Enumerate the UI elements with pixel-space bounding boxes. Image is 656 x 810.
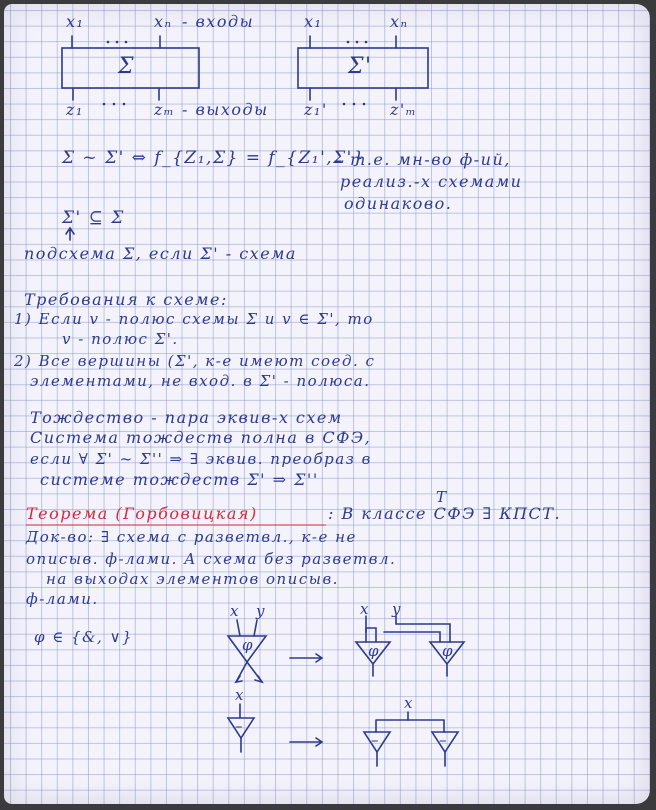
requirements-title: Требования к схеме: [24,290,228,309]
theorem-title: Теорема (Горбовицкая) [26,504,258,523]
identity-line-2: Система тождеств полна в СФЭ, [30,428,372,447]
sketch-branch [236,662,262,682]
gate-mark-copy-1: φ [368,642,381,660]
neg-mark-copy-2: – [439,731,448,749]
ellipsis-dots [103,41,368,106]
proof-line-1: Док-во: ∃ схема с разветвл., к-е не [26,528,357,546]
neg-mark: – [235,717,244,735]
output-label-z1-right: z₁' [304,100,328,119]
equivalence-note-1: – т.е. мн-во ф-ий, [334,150,511,169]
gate-mark: φ [242,636,255,654]
output-label-zm: zₘ [154,100,176,119]
gate-mark-copy-2: φ [442,642,455,660]
outputs-caption: - выходы [182,100,269,119]
sketch-wire [237,620,240,636]
theorem-statement: : В классе СФЭ ∃ КПСТ. [328,504,562,523]
output-label-zm-right: z'ₘ [390,100,418,119]
sketch-var-y: y [256,602,266,620]
output-label-z1: z₁ [66,100,84,119]
subscheme-arrow [66,228,74,240]
input-label-xn-right: xₙ [390,12,409,31]
sketch-wire [366,628,376,642]
box-sigma-prime: Σ' [348,54,373,79]
basis-label: φ ∈ {&, ∨} [34,628,134,646]
equivalence-note-2: реализ.-х схемами [340,172,523,191]
handwritten-diagrams [4,4,650,804]
input-label-xn: xₙ [154,12,173,31]
equivalence-formula: Σ ~ Σ' ⇔ f_{Z₁,Σ} = f_{Z₁',Σ'} [62,148,366,168]
sketch-branch-arrow [255,676,262,682]
sketch-var-x-copy: x [360,600,370,618]
sketch-var-y-copy: y [392,600,402,618]
requirement-1b: v - полюс Σ'. [62,330,179,348]
sketch-var-x: x [230,602,240,620]
neg-mark-copy-1: – [371,731,380,749]
identity-line-3: если ∀ Σ' ~ Σ'' ⇒ ∃ эквив. преобраз в [30,450,372,468]
identity-line-1: Тождество - пара эквив-х схем [30,408,343,427]
input-label-x1: x₁ [66,12,85,31]
sketch-wire [376,720,444,732]
sketch-neg-var-x-copy: x [404,694,414,712]
sketch-wire [384,624,450,642]
input-label-x1-right: x₁ [304,12,323,31]
box-sigma: Σ [118,54,136,79]
proof-line-3: на выходах элементов описыв. [46,570,339,588]
requirement-2b: элементами, не вход. в Σ' - полюса. [30,372,371,390]
notebook-page [4,4,650,804]
subscheme-formula: Σ' ⊆ Σ [62,208,125,228]
equivalence-note-3: одинаково. [344,194,453,213]
proof-line-2: описыв. ф-лами. А схема без разветвл. [26,550,397,568]
proof-line-4: ф-лами. [26,590,99,608]
transform-arrow [290,738,322,746]
subscheme-definition: подсхема Σ, если Σ' - схема [24,244,297,263]
requirement-2a: 2) Все вершины (Σ', к-е имеют соед. с [14,352,376,370]
identity-arrow-sub: T [436,488,448,506]
transform-arrow [290,654,322,662]
requirement-1a: 1) Если v - полюс схемы Σ и v ∈ Σ', то [14,310,374,328]
sketch-neg-var-x: x [235,686,245,704]
inputs-caption: - входы [182,12,255,31]
sketch-wire [254,620,257,636]
identity-line-4: системе тождеств Σ' ⇒ Σ'' [40,470,319,489]
